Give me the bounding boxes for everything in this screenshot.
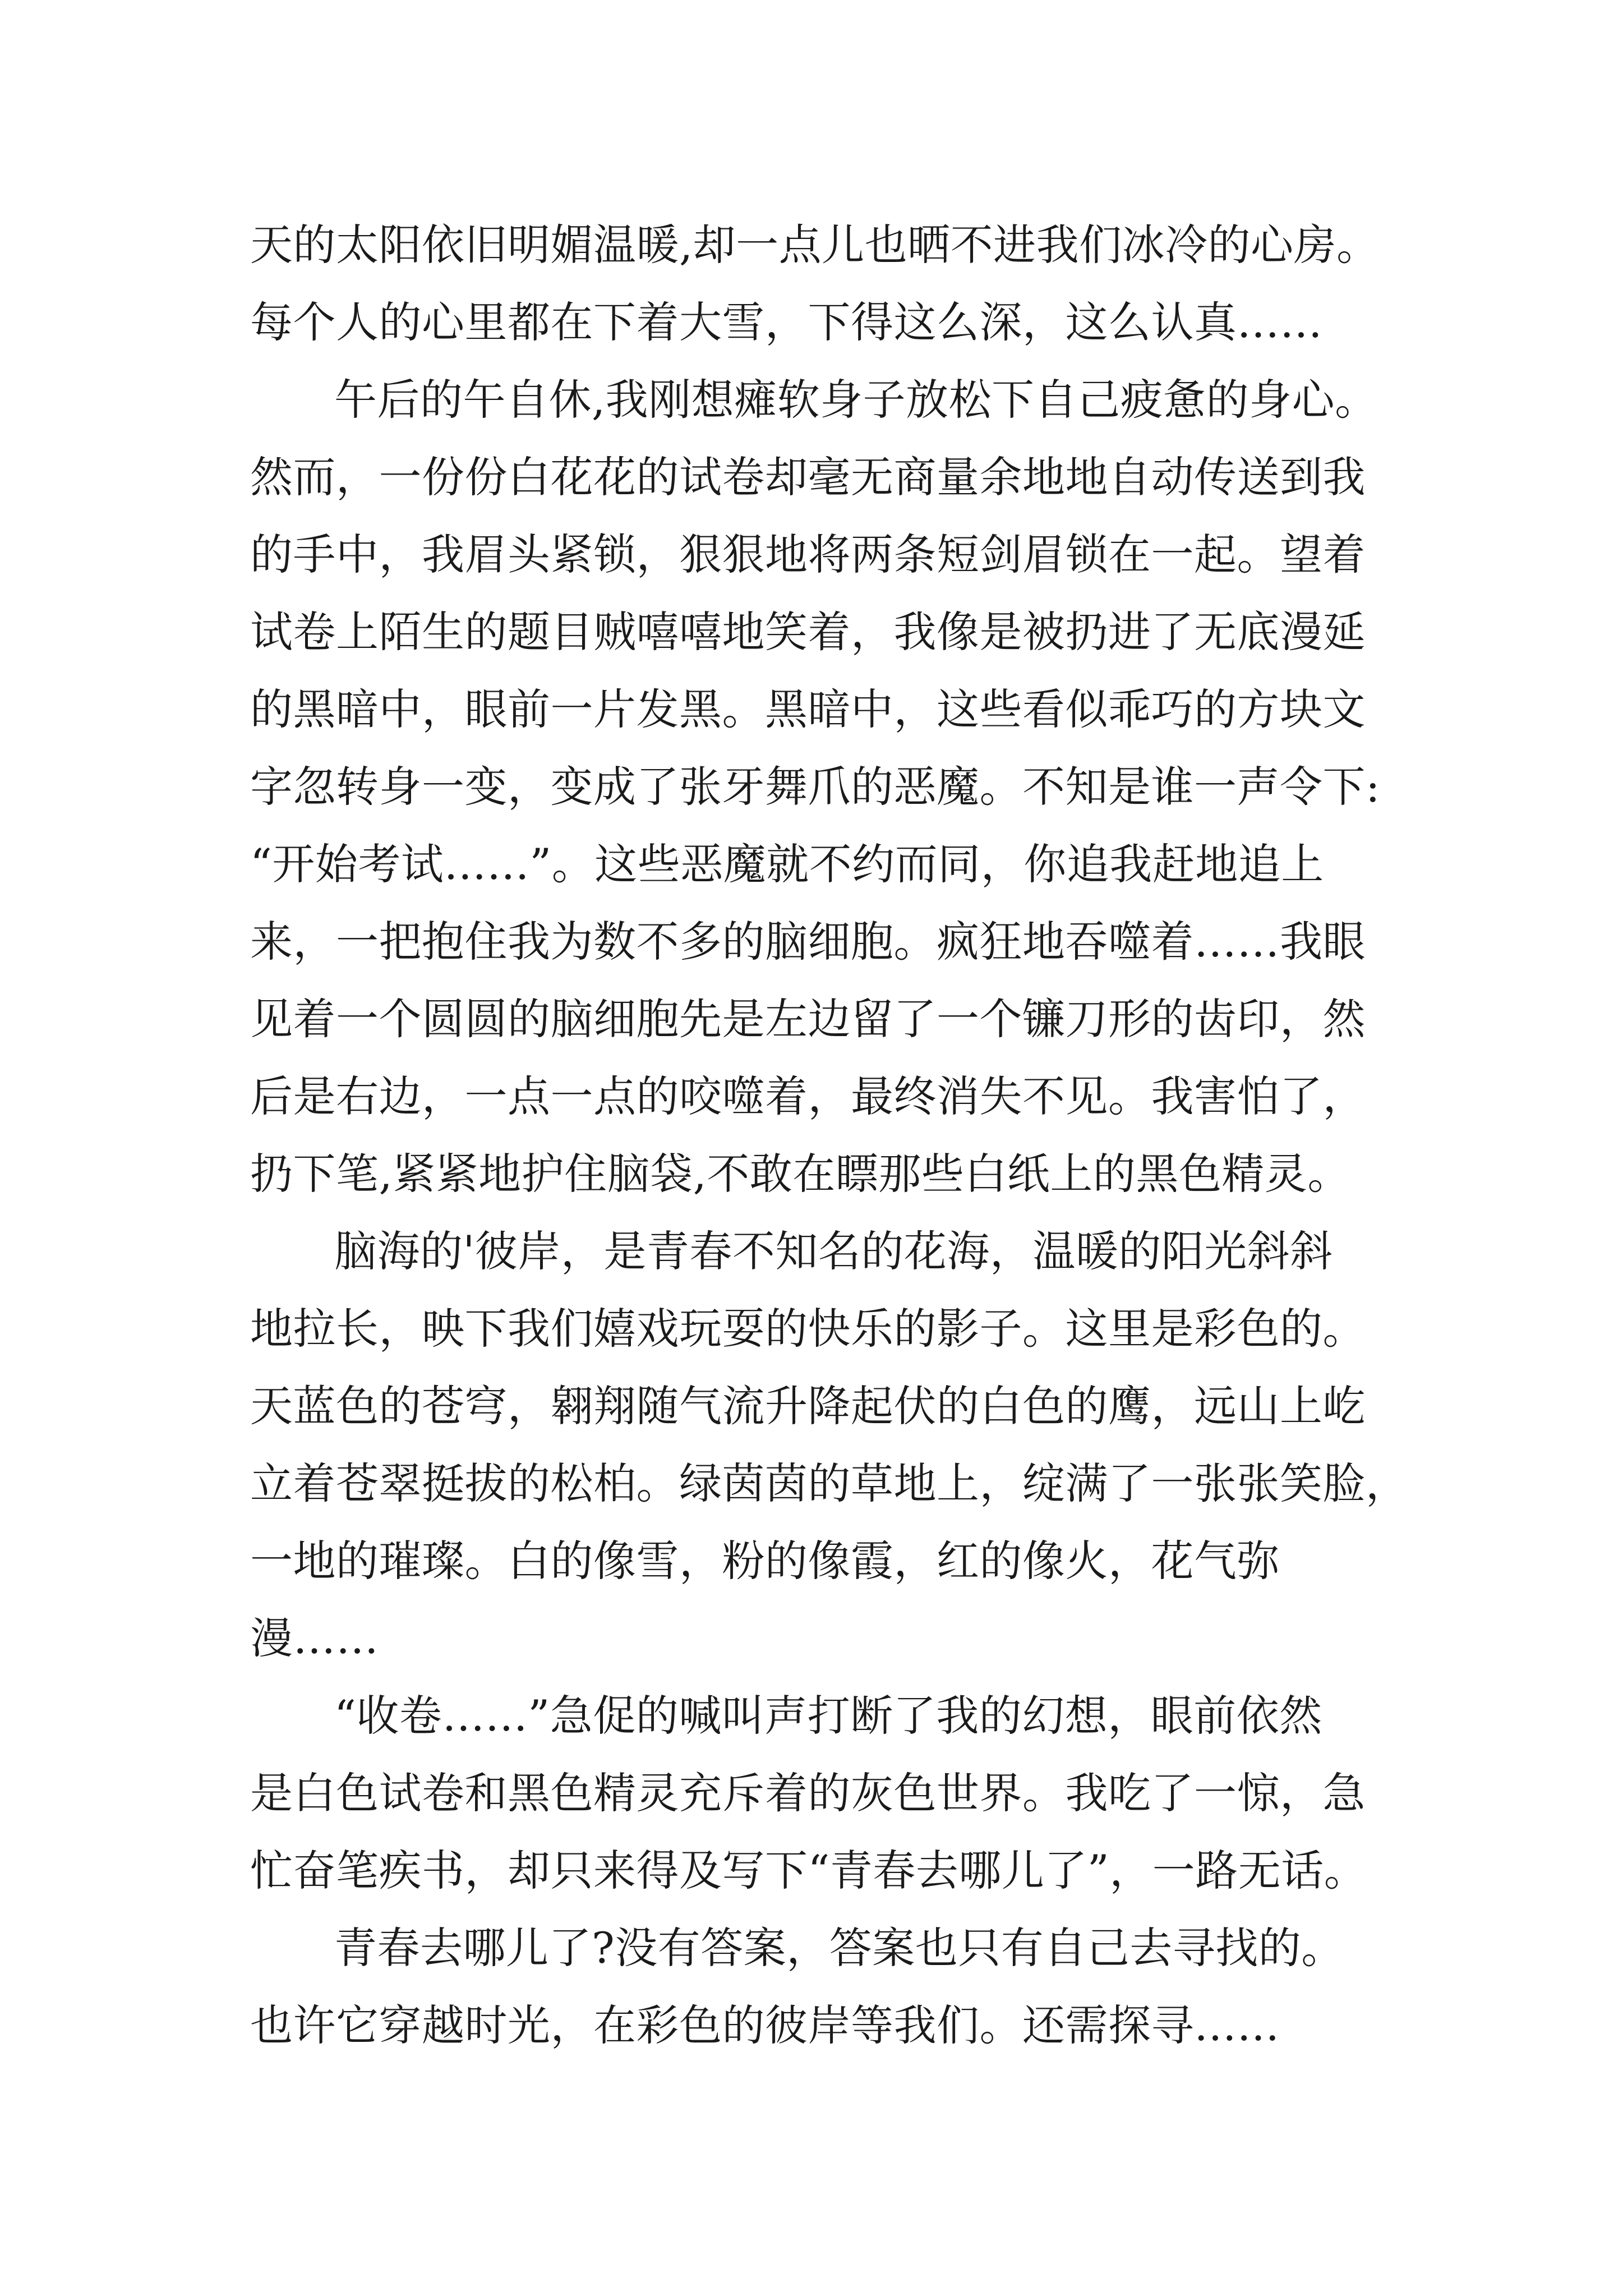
essay-body [250,206,1409,2064]
text-line: 一地的璀璨。白的像雪，粉的像霞，红的像火，花气弥 [250,1536,1280,1586]
text-line: “收卷……”急促的喊叫声打断了我的幻想，眼前依然 [334,1691,1322,1741]
text-line: 的手中，我眉头紧锁，狠狠地将两条短剑眉锁在一起。望着 [250,530,1366,579]
text-line: 立着苍翠挺拔的松柏。绿茵茵的草地上，绽满了一张张笑脸， [250,1458,1409,1508]
text-line: 的黑暗中，眼前一片发黑。黑暗中，这些看似乖巧的方块文 [250,684,1366,734]
text-line: 来，一把抱住我为数不多的脑细胞。疯狂地吞噬着……我眼 [250,917,1366,967]
text-line: 是白色试卷和黑色精灵充斥着的灰色世界。我吃了一惊，急 [250,1768,1366,1818]
text-line: 扔下笔,紧紧地护住脑袋,不敢在瞟那些白纸上的黑色精灵。 [250,1149,1350,1199]
text-line: 天蓝色的苍穹，翱翔随气流升降起伏的白色的鹰，远山上屹 [250,1381,1366,1431]
text-line: 每个人的心里都在下着大雪，下得这么深，这么认真…… [250,297,1323,347]
text-line: 后是右边，一点一点的咬噬着，最终消失不见。我害怕了， [250,1071,1366,1121]
text-line: 漫…… [250,1613,379,1663]
text-line: “开始考试……”。这些恶魔就不约而同，你追我赶地追上 [250,839,1324,889]
text-line: 然而，一份份白花花的试卷却毫无商量余地地自动传送到我 [250,452,1366,502]
text-line: 青春去哪儿了?没有答案，答案也只有自己去寻找的。 [334,1923,1344,1973]
text-line: 午后的午自休,我刚想瘫软身子放松下自己疲惫的身心。 [334,375,1378,425]
text-line: 字忽转身一变，变成了张牙舞爪的恶魔。不知是谁一声令下: [250,762,1381,812]
text-line: 试卷上陌生的题目贼嘻嘻地笑着，我像是被扔进了无底漫延 [250,607,1366,657]
text-line: 也许它穿越时光，在彩色的彼岸等我们。还需探寻…… [250,2000,1280,2050]
text-line: 见着一个圆圆的脑细胞先是左边留了一个镰刀形的齿印，然 [250,994,1366,1044]
text-line: 地拉长，映下我们嬉戏玩耍的快乐的影子。这里是彩色的。 [250,1304,1366,1354]
text-line: 天的太阳依旧明媚温暖,却一点儿也晒不进我们冰冷的心房。 [250,220,1380,270]
text-line: 脑海的'彼岸，是青春不知名的花海，温暖的阳光斜斜 [334,1226,1333,1276]
text-line: 忙奋笔疾书，却只来得及写下“青春去哪儿了”，一路无话。 [250,1846,1367,1895]
